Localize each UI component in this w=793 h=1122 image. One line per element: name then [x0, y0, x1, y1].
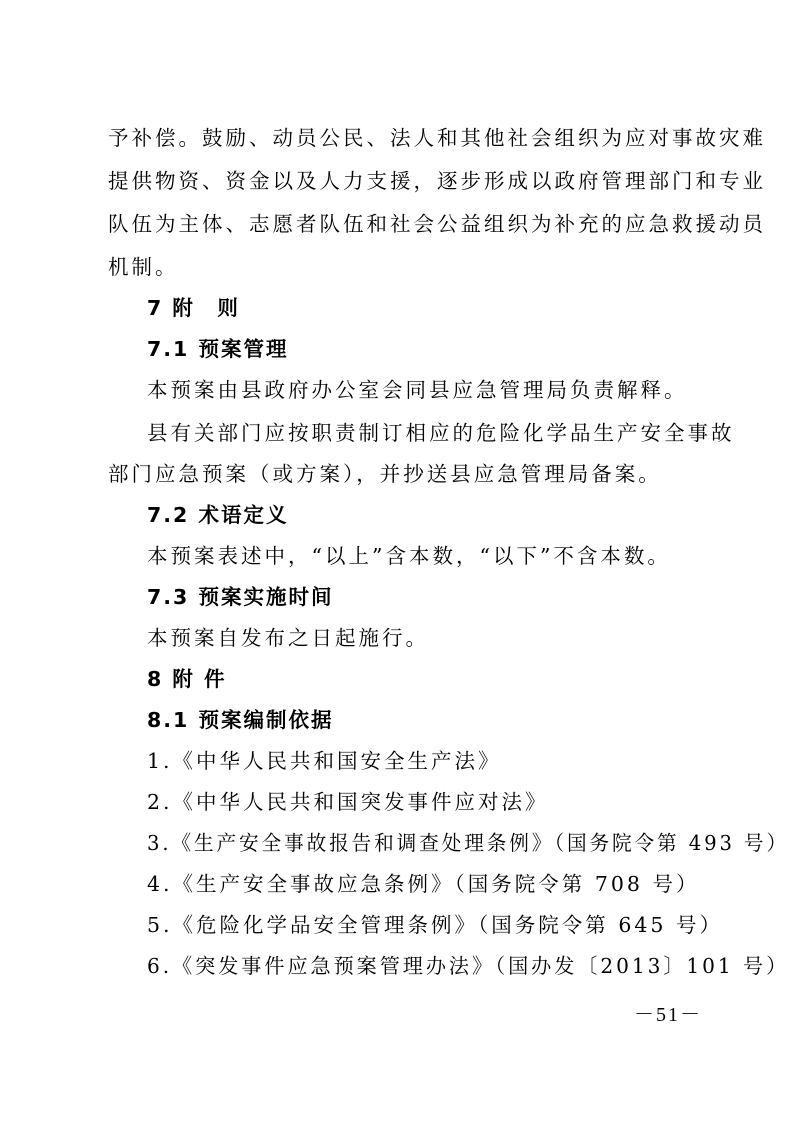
section-heading-8: 8 附 件 — [147, 667, 227, 691]
paragraph-line: 机制。 — [108, 255, 179, 279]
reference-item: 2.《中华人民共和国突发事件应对法》 — [147, 790, 549, 814]
section-heading-7-1: 7.1 预案管理 — [147, 337, 289, 361]
reference-item: 5.《危险化学品安全管理条例》（国务院令第 645 号） — [147, 913, 723, 937]
paragraph-line: 本预案自发布之日起施行。 — [147, 626, 429, 650]
paragraph-line: 部门应急预案（或方案），并抄送县应急管理局备案。 — [108, 462, 662, 486]
page-number: －51－ — [634, 1004, 702, 1026]
paragraph-line: 县有关部门应按职责制订相应的危险化学品生产安全事故 — [147, 421, 735, 445]
section-heading-7: 7 附 则 — [147, 296, 240, 320]
section-heading-8-1: 8.1 预案编制依据 — [147, 708, 334, 732]
paragraph-line: 予补偿。鼓励、动员公民、法人和其他社会组织为应对事故灾难 — [108, 126, 766, 150]
paragraph-line: 本预案由县政府办公室会同县应急管理局负责解释。 — [147, 378, 688, 402]
reference-item: 4.《生产安全事故应急条例》（国务院令第 708 号） — [147, 872, 700, 896]
paragraph-line: 本预案表述中，“以上”含本数，“以下”不含本数。 — [147, 544, 671, 568]
reference-item: 3.《生产安全事故报告和调查处理条例》（国务院令第 493 号） — [147, 831, 789, 855]
paragraph-line: 提供物资、资金以及人力支援，逐步形成以政府管理部门和专业 — [108, 169, 766, 193]
paragraph-line: 队伍为主体、志愿者队伍和社会公益组织为补充的应急救援动员 — [108, 212, 766, 236]
section-heading-7-3: 7.3 预案实施时间 — [147, 585, 334, 609]
reference-item: 6.《突发事件应急预案管理办法》（国办发〔2013〕101 号） — [147, 954, 790, 978]
section-heading-7-2: 7.2 术语定义 — [147, 503, 289, 527]
reference-item: 1.《中华人民共和国安全生产法》 — [147, 749, 502, 773]
